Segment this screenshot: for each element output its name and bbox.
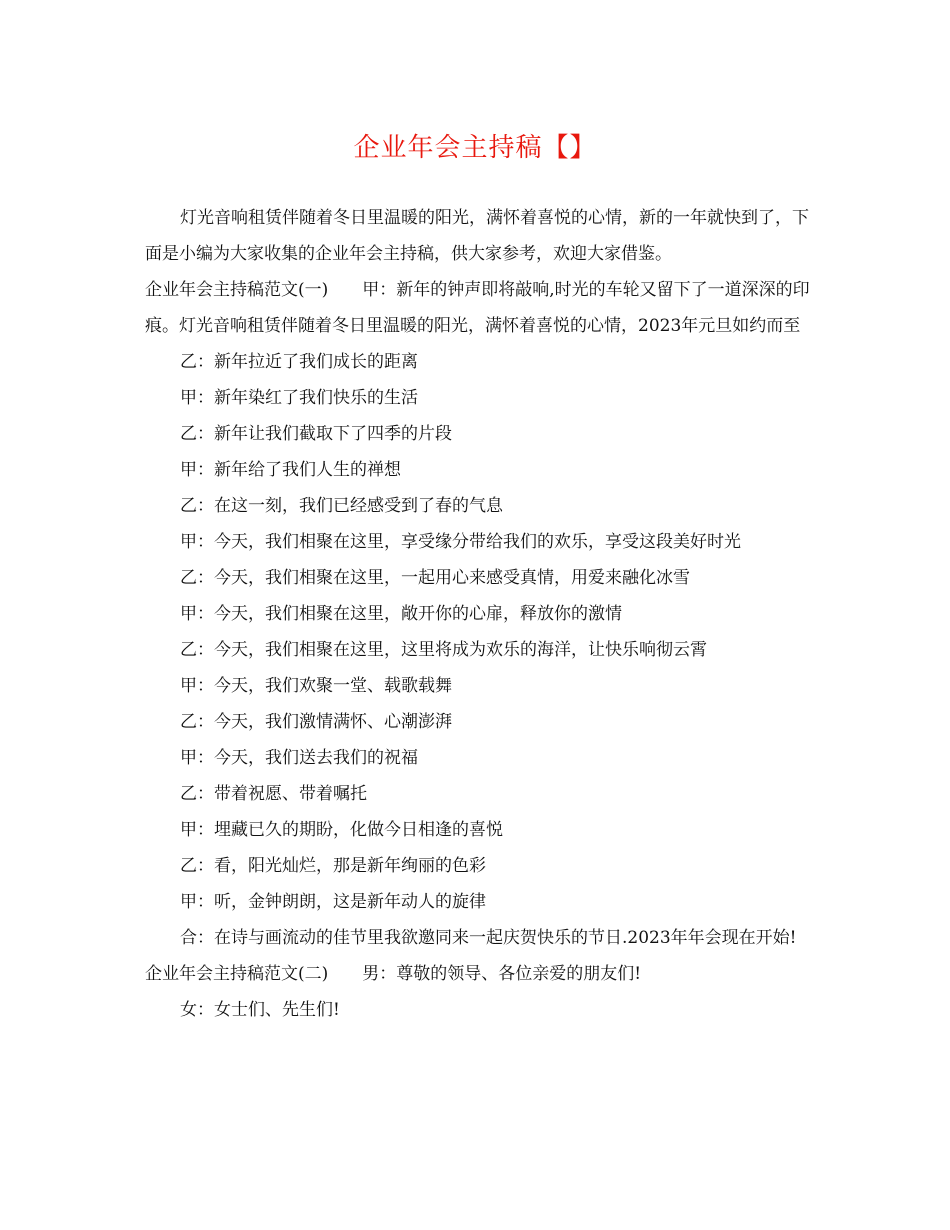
- paragraph: 企业年会主持稿范文(一) 甲：新年的钟声即将敲响,时光的车轮又留下了一道深深的印痕。灯光音响租赁伴随着冬日里温暖的阳光，满怀着喜悦的心情，2023年元旦如约而至: [145, 280, 810, 336]
- paragraph: 乙：新年让我们截取下了四季的片段: [180, 424, 452, 444]
- document-body: [145, 200, 811, 1028]
- paragraph: 甲：新年染红了我们快乐的生活: [180, 388, 418, 408]
- paragraph: 乙：看，阳光灿烂，那是新年绚丽的色彩: [180, 856, 486, 876]
- paragraph: 灯光音响租赁伴随着冬日里温暖的阳光，满怀着喜悦的心情，新的一年就快到了，下面是小编为大家收集的企业年会主持稿，供大家参考，欢迎大家借鉴。: [145, 208, 809, 264]
- paragraph: 乙：带着祝愿、带着嘱托: [180, 784, 367, 804]
- paragraph: 甲：埋藏已久的期盼，化做今日相逢的喜悦: [180, 820, 503, 840]
- paragraph: 乙：今天，我们相聚在这里，这里将成为欢乐的海洋，让快乐响彻云霄: [180, 640, 707, 660]
- paragraph: 甲：新年给了我们人生的禅想: [180, 460, 401, 480]
- document-title: 企业年会主持稿【】: [353, 133, 597, 163]
- paragraph: 甲：今天，我们相聚在这里，享受缘分带给我们的欢乐，享受这段美好时光: [180, 532, 741, 552]
- paragraph: 合：在诗与画流动的佳节里我欲邀同来一起庆贺快乐的节日.2023年年会现在开始!: [180, 928, 797, 948]
- paragraph: 乙：在这一刻，我们已经感受到了春的气息: [180, 496, 503, 516]
- paragraph: 乙：新年拉近了我们成长的距离: [180, 352, 418, 372]
- paragraph: 甲：今天，我们送去我们的祝福: [180, 748, 418, 768]
- paragraph: 乙：今天，我们激情满怀、心潮澎湃: [180, 712, 452, 732]
- paragraph: 甲：听，金钟朗朗，这是新年动人的旋律: [180, 892, 486, 912]
- paragraph: 乙：今天，我们相聚在这里，一起用心来感受真情，用爱来融化冰雪: [180, 568, 690, 588]
- paragraph: 甲：今天，我们欢聚一堂、载歌载舞: [180, 676, 452, 696]
- paragraph: 女：女士们、先生们!: [180, 1000, 340, 1020]
- paragraph: 甲：今天，我们相聚在这里，敞开你的心扉，释放你的激情: [180, 604, 622, 624]
- paragraph: 企业年会主持稿范文(二) 男：尊敬的领导、各位亲爱的朋友们!: [145, 964, 642, 984]
